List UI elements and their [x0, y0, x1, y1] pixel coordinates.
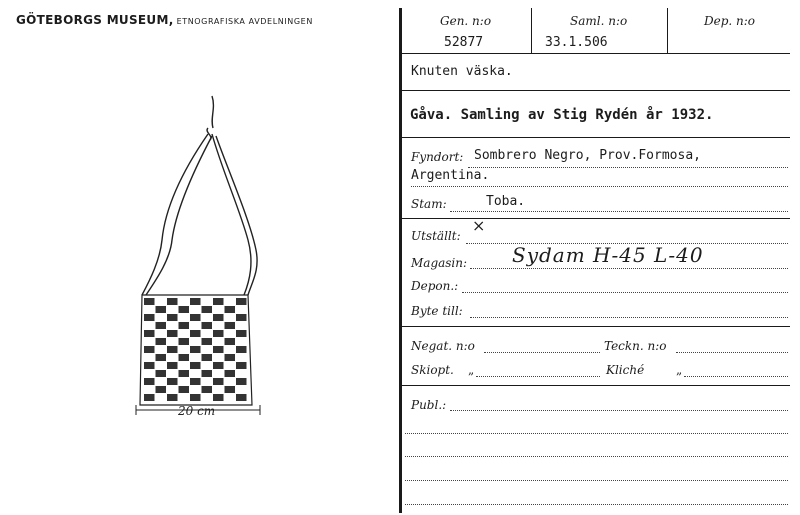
knot-cell [236, 394, 247, 401]
knot-cell [156, 338, 167, 345]
fill-line [468, 167, 788, 168]
skiopt-label: Skiopt. [411, 363, 454, 377]
knot-cell [190, 330, 201, 337]
knot-cell [202, 386, 213, 393]
knot-cell [236, 298, 247, 305]
knot-cell [156, 322, 167, 329]
knot-cell [213, 330, 224, 337]
fill-line [450, 410, 788, 411]
knot-cell [156, 370, 167, 377]
knot-cell [213, 362, 224, 369]
knot-cell [225, 370, 236, 377]
knot-cell [167, 394, 178, 401]
fill-line [684, 376, 788, 377]
knot-cell [190, 394, 201, 401]
knot-cell [213, 314, 224, 321]
rule [402, 385, 790, 386]
fill-line [450, 211, 788, 212]
fill-line [405, 433, 788, 434]
knot-cell [144, 330, 155, 337]
knot-cell [213, 346, 224, 353]
fill-line [676, 352, 788, 353]
gen-no-header: Gen. n:o [440, 14, 492, 28]
knot-cell [167, 362, 178, 369]
knot-cell [225, 354, 236, 361]
fill-line [462, 292, 788, 293]
fill-line [411, 186, 788, 187]
knot-cell [144, 346, 155, 353]
knot-cell [167, 330, 178, 337]
knot-cell [144, 394, 155, 401]
knot-cell [179, 338, 190, 345]
knot-cell [190, 314, 201, 321]
knot-cell [179, 306, 190, 313]
kliche-label: Kliché [606, 363, 645, 377]
knot-cell [202, 322, 213, 329]
stam-value: Toba. [486, 194, 526, 209]
magasin-label: Magasin: [411, 256, 468, 270]
skiopt-ditto: „ [468, 363, 475, 377]
knot-cell [202, 306, 213, 313]
depon-label: Depon.: [411, 279, 459, 293]
bag-pattern [144, 298, 247, 401]
utstallt-mark: × [472, 216, 486, 235]
rule [667, 8, 668, 54]
knot-cell [190, 362, 201, 369]
department-name: ETNOGRAFISKA AVDELNINGEN [176, 17, 313, 26]
negat-label: Negat. n:o [411, 339, 475, 353]
knot-cell [144, 378, 155, 385]
knot-cell [156, 354, 167, 361]
knot-cell [190, 346, 201, 353]
museum-header [16, 9, 313, 28]
knot-cell [179, 386, 190, 393]
knot-cell [179, 322, 190, 329]
fill-line [405, 480, 788, 481]
card-left-border [399, 8, 402, 513]
museum-name: GÖTEBORGS MUSEUM, [16, 13, 174, 27]
knot-cell [179, 370, 190, 377]
knot-cell [225, 338, 236, 345]
knot-cell [190, 298, 201, 305]
saml-no-value: 33.1.506 [545, 35, 608, 50]
knot-cell [225, 322, 236, 329]
fyndort-value: Sombrero Negro, Prov.Formosa, [474, 148, 701, 163]
knot-cell [156, 386, 167, 393]
fill-line [476, 376, 600, 377]
knot-cell [167, 378, 178, 385]
fill-line [484, 352, 600, 353]
publ-label: Publ.: [411, 398, 447, 412]
rule [531, 8, 532, 54]
teckn-label: Teckn. n:o [604, 339, 667, 353]
acquisition-note: Gåva. Samling av Stig Rydén år 1932. [410, 107, 714, 123]
kliche-ditto: „ [676, 363, 683, 377]
fill-line [470, 268, 788, 269]
fill-line [470, 317, 788, 318]
knot-cell [167, 346, 178, 353]
knot-cell [179, 354, 190, 361]
rule [402, 90, 790, 91]
fill-line [405, 504, 788, 505]
dep-no-header: Dep. n:o [704, 14, 756, 28]
knot-cell [190, 378, 201, 385]
knot-cell [213, 394, 224, 401]
knot-cell [156, 306, 167, 313]
rule [402, 326, 790, 327]
knot-cell [144, 298, 155, 305]
rule [402, 53, 790, 54]
saml-no-header: Saml. n:o [570, 14, 628, 28]
knot-cell [236, 362, 247, 369]
knot-cell [236, 330, 247, 337]
fyndort-label: Fyndort: [411, 150, 464, 164]
stam-label: Stam: [411, 197, 447, 211]
knot-cell [213, 298, 224, 305]
knot-cell [225, 306, 236, 313]
knot-cell [236, 346, 247, 353]
magasin-value: Sydam H-45 L-40 [512, 243, 704, 267]
knot-cell [236, 314, 247, 321]
fyndort-value-2: Argentina. [411, 168, 490, 183]
utstallt-label: Utställt: [411, 229, 461, 243]
rule [402, 218, 790, 219]
knot-cell [213, 378, 224, 385]
knot-cell [236, 378, 247, 385]
gen-no-value: 52877 [444, 35, 484, 50]
byte-till-label: Byte till: [411, 304, 463, 318]
fill-line [405, 456, 788, 457]
scale-label: 20 cm [178, 404, 216, 418]
knot-cell [167, 298, 178, 305]
knot-cell [167, 314, 178, 321]
knot-cell [202, 354, 213, 361]
knot-cell [225, 386, 236, 393]
rule [402, 137, 790, 138]
knot-cell [144, 314, 155, 321]
object-name: Knuten väska. [411, 64, 513, 79]
knot-cell [202, 370, 213, 377]
knot-cell [202, 338, 213, 345]
bag-drawing [120, 90, 280, 435]
knot-cell [144, 362, 155, 369]
